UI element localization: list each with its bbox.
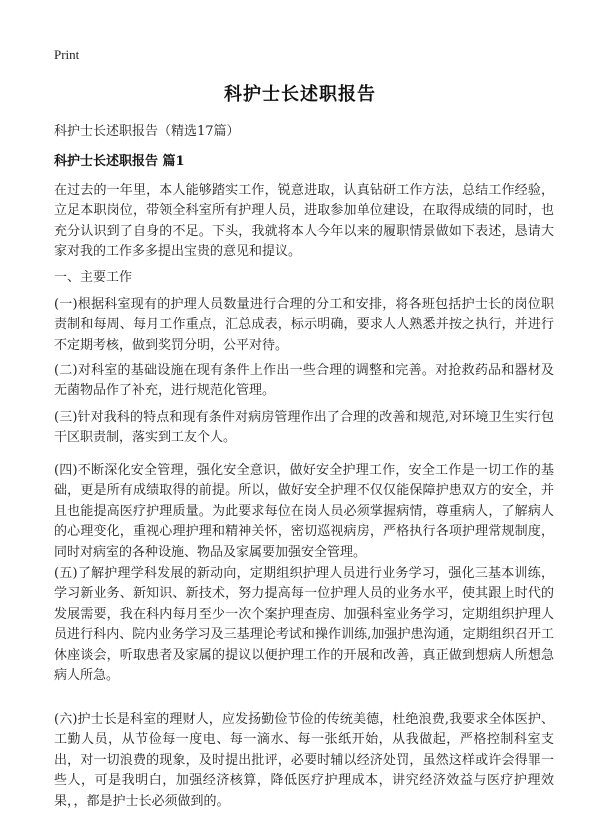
page-title: 科护士长述职报告 xyxy=(224,84,376,105)
paragraph-item-2: (二)对科室的基础设施在现有条件上作出一些合理的调整和完善。对抢救药品和器材及无菌物品作了补充，进行规范化管理。 xyxy=(54,363,554,399)
paragraph-item-3: (三)针对我科的特点和现有条件对病房管理作出了合理的改善和规范,对环境卫生实行包干区职责制，落实到工友个人。 xyxy=(54,410,554,446)
paragraph-item-4: (四)不断深化安全管理，强化安全意识，做好安全护理工作，安全工作是一切工作的基础，更是所有成绩取得的前提。所以，做好安全护理不仅仅能保障护患双方的安全，并且也能提高医疗护理质量。为此要求每位在岗人员必须掌握病情，尊重病人，了解病人的心理变化，重视心理护理和精神关怀，密切巡视病房，严格执行各项护理常规制度，同时对病室的各种设施、物品及家属要加强安全管理。 xyxy=(54,463,554,560)
document-subtitle: 科护士长述职报告（精选17篇） xyxy=(54,124,240,139)
subheading-main-work: 一、主要工作 xyxy=(54,270,133,285)
paragraph-item-6: (六)护士长是科室的理财人，应发扬勤俭节俭的传统美德，杜绝浪费,我要求全体医护、工勤人员，从节俭每一度电、每一滴水、每一张纸开始，从我做起，严格控制科室支出，对一切浪费的现象，及时提出批评，必要时辅以经济处罚，虽然这样或许会得罪一些人，可是我明白，加强经济核算，降低医疗护理成本，讲究经济效益与医疗护理效果，，都是护士长必须做到的。 xyxy=(54,712,554,809)
paragraph-item-1: (一)根据科室现有的护理人员数量进行合理的分工和安排，将各班包括护士长的岗位职责制和每周、每月工作重点，汇总成表，标示明确，要求人人熟悉并按之执行，并进行不定期考核，做到奖罚分明，公平对待。 xyxy=(54,297,554,353)
paragraph-item-5: (五)了解护理学科发展的新动向，定期组织护理人员进行业务学习，强化三基本训练，学习新业务、新知识、新技术，努力提高每一位护理人员的业务水平，使其跟上时代的发展需要，我在科内每月至少一次个案护理查房、加强科室业务学习，定期组织护理人员进行科内、院内业务学习及三基理论考试和操作训练,加强护患沟通，定期组织召开工休座谈会，听取患者及家属的提议以便护理工作的开展和改善，真正做到想病人所想急病人所急。 xyxy=(54,566,554,684)
intro-paragraph: 在过去的一年里，本人能够踏实工作，锐意进取，认真钻研工作方法，总结工作经验，立足本职岗位，带领全科室所有护理人员，进取参加单位建设，在取得成绩的同时，也充分认识到了自身的不足。下头，我就将本人今年以来的履职情景做如下表述，恳请大家对我的工作多多提出宝贵的意见和提议。 xyxy=(54,183,554,260)
print-link[interactable]: Print xyxy=(54,47,80,62)
section-heading: 科护士长述职报告 篇1 xyxy=(54,154,185,169)
